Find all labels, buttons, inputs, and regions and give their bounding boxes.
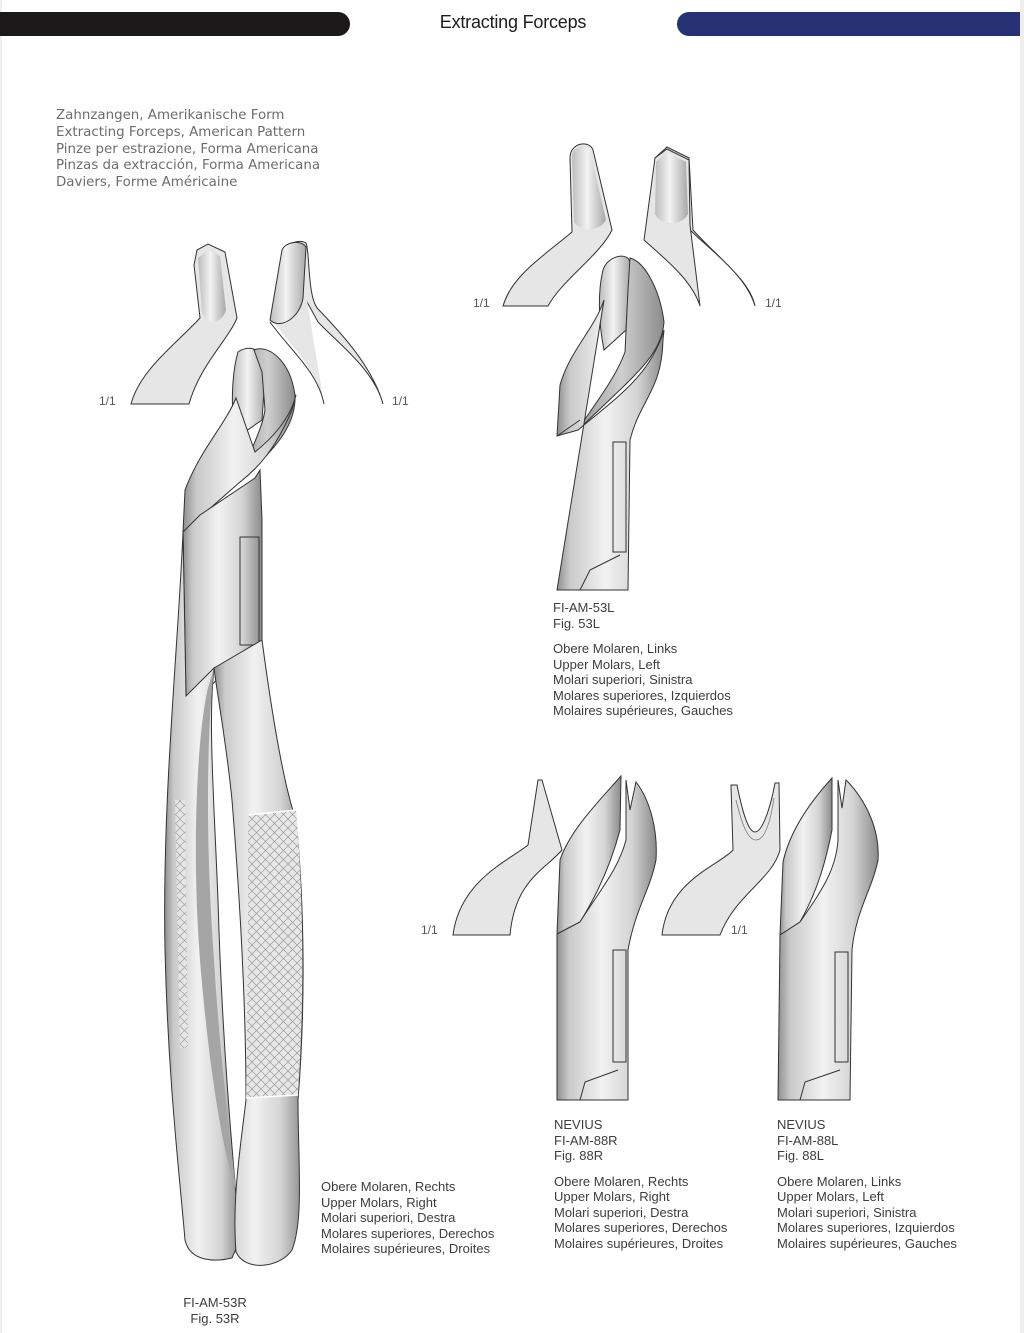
scale-label: 1/1 bbox=[731, 923, 748, 937]
product-name: NEVIUS bbox=[777, 1117, 826, 1132]
description-line: Molares superiores, Derechos bbox=[554, 1220, 728, 1235]
forceps-53l-illustration bbox=[557, 256, 664, 590]
product-code: FI-AM-88L bbox=[777, 1132, 839, 1148]
description-line: Obere Molaren, Rechts bbox=[321, 1179, 456, 1194]
scale-label: 1/1 bbox=[765, 296, 782, 310]
jaw-detail-53r-left-icon bbox=[131, 244, 237, 404]
description-line: Upper Molars, Left bbox=[553, 656, 660, 672]
product-caption-53l bbox=[553, 600, 733, 719]
description-line: Molaires supérieures, Droites bbox=[554, 1235, 724, 1251]
product-name: NEVIUS bbox=[554, 1117, 603, 1132]
description-line: Molares superiores, Izquierdos bbox=[553, 687, 731, 703]
jaw-profile-88l-icon bbox=[662, 783, 780, 935]
jaw-detail-53l-left-icon bbox=[503, 144, 612, 306]
description-line: Upper Molars, Left bbox=[777, 1189, 884, 1204]
description-line: Molaires supérieures, Gauches bbox=[777, 1235, 957, 1251]
page-title: Extracting Forceps bbox=[439, 12, 587, 32]
intro-line-es: Pinzas da extracción, Forma Americana bbox=[56, 158, 321, 174]
forceps-88r-illustration bbox=[557, 776, 656, 1100]
figure-number: Fig. 88L bbox=[777, 1148, 824, 1163]
figure-number: Fig. 53L bbox=[553, 615, 600, 631]
intro-line-en: Extracting Forceps, American Pattern bbox=[56, 124, 306, 140]
description-line: Molaires supérieures, Droites bbox=[321, 1241, 491, 1256]
jaw-detail-53l-right-icon bbox=[644, 147, 755, 306]
description-line: Molari superiori, Destra bbox=[321, 1210, 456, 1225]
figure-number: Fig. 88R bbox=[554, 1148, 604, 1163]
product-caption-53r bbox=[160, 1295, 270, 1326]
description-line: Molares superiores, Derechos bbox=[321, 1225, 495, 1241]
intro-line-fr: Daviers, Forme Américaine bbox=[56, 175, 238, 191]
description-line: Obere Molaren, Links bbox=[553, 641, 678, 656]
description-line: Obere Molaren, Links bbox=[777, 1173, 902, 1189]
product-description-53r bbox=[321, 1179, 494, 1257]
description-line: Molari superiori, Destra bbox=[554, 1204, 689, 1220]
scale-label: 1/1 bbox=[473, 296, 490, 310]
description-line: Molares superiores, Izquierdos bbox=[777, 1220, 955, 1235]
intro-line-de: Zahnzangen, Amerikanische Form bbox=[56, 108, 285, 123]
description-line: Obere Molaren, Rechts bbox=[554, 1173, 689, 1189]
scale-label: 1/1 bbox=[421, 923, 438, 937]
description-line: Molari superiori, Sinistra bbox=[553, 672, 693, 687]
product-code: FI-AM-53R bbox=[183, 1295, 247, 1310]
product-caption-88r bbox=[554, 1117, 727, 1251]
figure-number: Fig. 53R bbox=[190, 1310, 240, 1326]
product-code: FI-AM-88R bbox=[554, 1132, 618, 1148]
product-code: FI-AM-53L bbox=[553, 600, 615, 615]
forceps-53r-illustration bbox=[165, 348, 303, 1265]
jaw-profile-88r-icon bbox=[453, 780, 562, 935]
description-line: Upper Molars, Right bbox=[321, 1194, 437, 1210]
description-line: Upper Molars, Right bbox=[554, 1189, 670, 1204]
forceps-88l-illustration bbox=[778, 778, 878, 1100]
intro-line-it: Pinze per estrazione, Forma Americana bbox=[56, 141, 319, 157]
description-line: Molaires supérieures, Gauches bbox=[553, 703, 733, 718]
scale-label: 1/1 bbox=[392, 394, 409, 408]
scale-label: 1/1 bbox=[99, 394, 116, 408]
description-line: Molari superiori, Sinistra bbox=[777, 1204, 917, 1220]
product-caption-88l bbox=[777, 1117, 957, 1251]
